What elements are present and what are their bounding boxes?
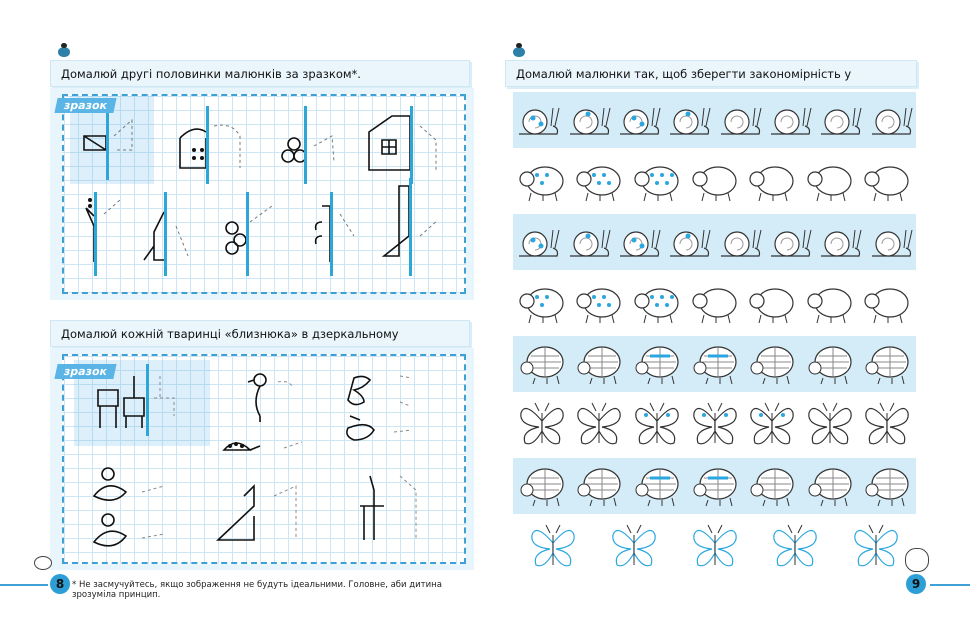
task-instruction — [505, 60, 917, 87]
snail-icon — [866, 94, 916, 148]
symmetry-axis — [409, 178, 412, 276]
ladybug-icon — [690, 155, 740, 209]
snail-icon — [513, 216, 563, 270]
butterfly-icon — [528, 521, 578, 575]
snail-icon — [564, 94, 614, 148]
task1-text: Домалюй другі половинки малюнків за зразком*. — [61, 67, 361, 81]
beetle-icon — [805, 338, 855, 392]
beetle-icon — [747, 460, 797, 514]
snail-icon — [815, 216, 865, 270]
snail-icon — [866, 216, 916, 270]
beetle-icon — [517, 338, 567, 392]
beetle-icon — [574, 338, 624, 392]
ladybug-icon — [517, 277, 567, 331]
task2-grid — [62, 354, 466, 564]
sample-tag: зразок — [54, 98, 116, 113]
butterfly-icon — [862, 399, 912, 453]
beetle-icon — [747, 338, 797, 392]
snail-icon — [614, 94, 664, 148]
task2-drawings — [64, 356, 464, 562]
ladybug-icon — [513, 47, 525, 57]
page-edge-line — [0, 584, 48, 586]
butterfly-icon — [690, 399, 740, 453]
ladybug-icon — [747, 155, 797, 209]
beetle-icon — [517, 460, 567, 514]
ladybug-icon — [805, 277, 855, 331]
butterfly-icon — [690, 521, 740, 575]
pattern-row — [513, 336, 916, 392]
butterfly-icon — [770, 521, 820, 575]
page-number-8: 8 — [50, 574, 70, 594]
butterfly-icon — [805, 399, 855, 453]
snail-icon — [664, 94, 714, 148]
pattern-row — [513, 519, 916, 575]
snail-icon — [513, 94, 563, 148]
snail-icon — [765, 216, 815, 270]
snail-icon — [664, 216, 714, 270]
ladybug-icon — [805, 155, 855, 209]
symmetry-axis — [164, 192, 167, 276]
beetle-icon — [862, 338, 912, 392]
ladybug-icon — [632, 277, 682, 331]
pattern-row — [513, 214, 916, 270]
butterfly-icon — [851, 521, 901, 575]
pattern-row — [513, 92, 916, 148]
snail-icon — [614, 216, 664, 270]
symmetry-axis — [246, 192, 249, 276]
butterfly-icon — [517, 399, 567, 453]
snail-icon — [715, 94, 765, 148]
right-page — [485, 0, 970, 642]
pattern-row — [513, 275, 916, 331]
ladybug-icon — [574, 277, 624, 331]
pattern-row — [513, 153, 916, 209]
task2-instruction — [50, 320, 470, 347]
symmetry-axis — [94, 192, 97, 276]
snail-icon — [715, 216, 765, 270]
symmetry-axis — [206, 106, 209, 184]
beetle-icon — [690, 338, 740, 392]
beetle-icon — [862, 460, 912, 514]
butterfly-icon — [747, 399, 797, 453]
sample-tag: зразок — [54, 364, 116, 379]
butterfly-icon — [574, 399, 624, 453]
snail-icon — [815, 94, 865, 148]
pattern-row — [513, 397, 916, 453]
symmetry-axis — [330, 192, 333, 276]
symmetry-axis — [106, 102, 109, 180]
task1-drawings — [64, 96, 464, 292]
ladybug-icon — [58, 47, 70, 57]
symmetry-axis — [146, 364, 149, 436]
task1-instruction — [50, 60, 470, 87]
task-text: Домалюй малюнки так, щоб зберегти закономірність у — [516, 67, 852, 81]
ladybug-icon — [632, 155, 682, 209]
task1-grid — [62, 94, 466, 294]
snail-icon — [765, 94, 815, 148]
beetle-icon — [805, 460, 855, 514]
ladybug-icon — [862, 277, 912, 331]
symmetry-axis — [304, 106, 307, 184]
beetle-icon — [632, 338, 682, 392]
ladybug-icon — [517, 155, 567, 209]
mouse-icon — [905, 548, 929, 572]
footnote: * Не засмучуйтесь, якщо зображення не будуть ідеальними. Головне, аби дитина зрозуміла принцип. — [72, 580, 442, 600]
page-number-9: 9 — [906, 574, 926, 594]
ladybug-icon — [574, 155, 624, 209]
snail-icon — [564, 216, 614, 270]
beetle-icon — [632, 460, 682, 514]
ladybug-icon — [862, 155, 912, 209]
butterfly-icon — [632, 399, 682, 453]
ladybug-icon — [747, 277, 797, 331]
beetle-icon — [574, 460, 624, 514]
beetle-icon — [690, 460, 740, 514]
pattern-row — [513, 458, 916, 514]
task2-text: Домалюй кожній тваринці «близнюка» в дзеркальному — [61, 327, 399, 341]
ladybug-icon — [690, 277, 740, 331]
butterfly-icon — [609, 521, 659, 575]
mouse-icon — [34, 556, 52, 570]
page-edge-line — [930, 584, 970, 586]
symmetry-axis — [410, 106, 413, 184]
